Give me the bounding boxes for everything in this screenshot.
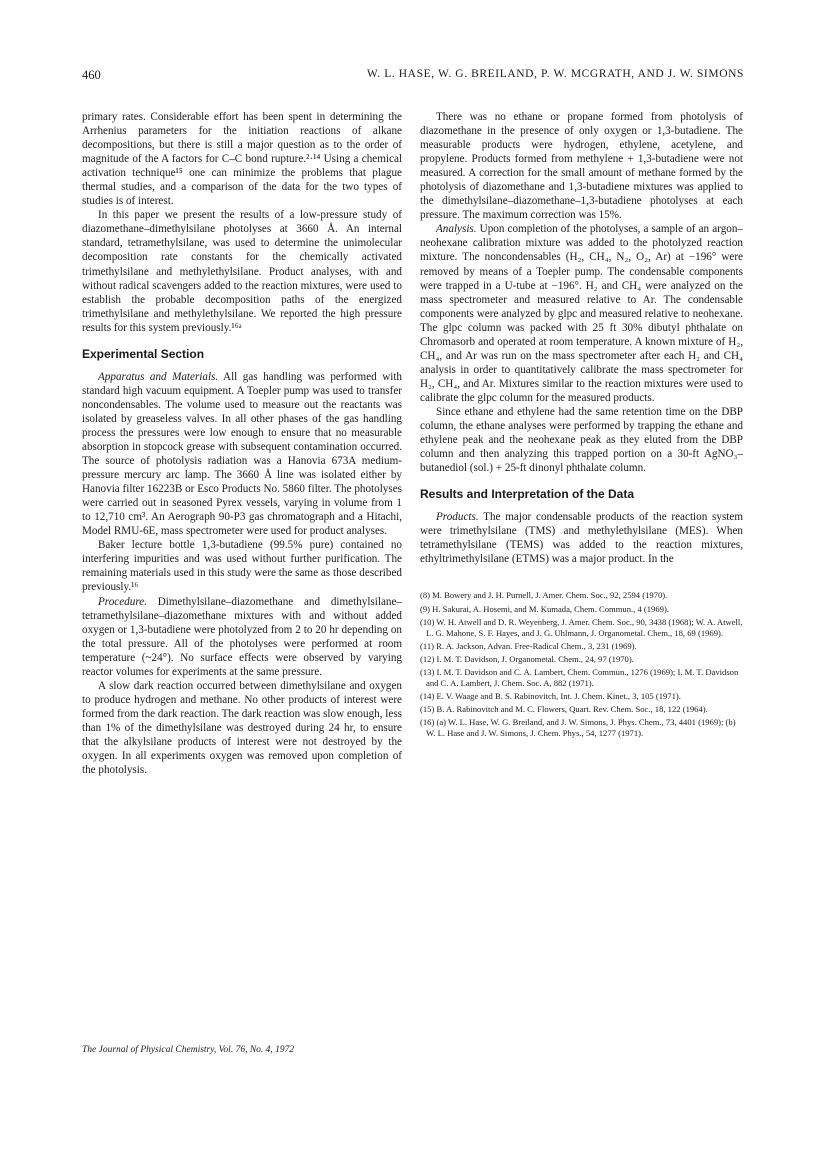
references-list	[420, 590, 743, 739]
right-column	[420, 110, 743, 742]
reference: (13) I. M. T. Davidson and C. A. Lambert, Chem. Commun., 1276 (1969); I. M. T. Davidson and C. A. Lambert, J. Chem. Soc. A, 882 (1971).	[420, 666, 739, 689]
paragraph-analysis	[420, 222, 743, 405]
paragraph-products	[420, 510, 743, 566]
paragraph-label: Products.	[436, 511, 479, 524]
reference: (14) E. V. Waage and B. S. Rabinovitch, Int. J. Chem. Kinet., 3, 105 (1971).	[420, 691, 681, 702]
paragraph: There was no ethane or propane formed from photolysis of diazomethane in the presence of only oxygen or 1,3-butadiene. The measurable products were hydrogen, ethylene, acetylene, and propylene. Products formed from methylene + 1,3-butadiene were not measured. A correction for the small amount of methane formed by the photolysis of diazomethane and 1,3-butadiene mixtures was applied to the dimethylsilane–diazomethane–1,3-butadiene photolyses at each pressure. The maximum correction was 15%.	[420, 111, 743, 222]
reference: (9) H. Sakurai, A. Hosemi, and M. Kumada, Chem. Commun., 4 (1969).	[420, 603, 669, 614]
reference: (10) W. H. Atwell and D. R. Weyenberg, J. Amer. Chem. Soc., 90, 3438 (1968); W. A. Atwell, L. G. Mahone, S. F. Hayes, and J. G. Uhlmann, J. Organometal. Chem., 18, 69 (1969).	[420, 616, 743, 638]
paragraph: Since ethane and ethylene had the same retention time on the DBP column, the ethane analyses were performed by trapping the ethane and ethylene peak and the neohexane peak as they eluted from the DBP column and then analyzing this trapped portion on a 30-ft AgNO₃–butanediol (sol.) + 25-ft dinonyl phthalate column.	[420, 405, 743, 475]
reference: (16) (a) W. L. Hase, W. G. Breiland, and J. W. Simons, J. Phys. Chem., 73, 4401 (1969); (b) W. L. Hase and J. W. Simons, J. Chem. Phys., 54, 1277 (1971).	[420, 717, 736, 739]
paragraph: A slow dark reaction occurred between dimethylsilane and oxygen to produce hydrogen and methane. No other products of interest were formed from the dark reaction. The dark reaction was slow enough, less than 1% of the dimethylsilane was destroyed during 24 hr, to ensure that the alkylsilane products of interest were not destroyed by the oxygen. In all experiments oxygen was removed upon completion of the photolysis.	[82, 679, 402, 777]
paragraph-label: Analysis.	[436, 223, 477, 236]
paragraph-label: Apparatus and Materials.	[98, 370, 219, 383]
left-column	[82, 110, 402, 777]
paragraph-text: Upon completion of the photolyses, a sample of an argon–neohexane calibration mixture was added to the photolyzed reaction mixture. The noncondensables (H₂, CH₄, N₂, O₂, Ar) at −196° were removed by means of a Toepler pump. The condensable components were trapped in a U-tube at −196°. H₂ and CH₄ were analyzed on the mass spectrometer and measured relative to Ar. The condensable components were analyzed by glpc and measured relative to neohexane. The glpc column was packed with 25 ft 30% dibutyl phthalate on Chromasorb and operated at room temperature. A known mixture of H₂, CH₄, and Ar was run on the mass spectrometer after each H₂ and CH₄ analysis in order to quantitatively calibrate the mass spectrometer for H₂, CH₄, and Ar. Mixtures similar to the reaction mixtures were used to calibrate the glpc column for the measured products.	[420, 223, 743, 404]
section-heading-results: Results and Interpretation of the Data	[420, 487, 635, 502]
paragraph: primary rates. Considerable effort has been spent in determining the Arrhenius parameters for the initiation reactions of alkane decompositions, but there is still a major question as to the order of magnitude of the A factors for C–C bond rupture.²·¹⁴ Using a chemical activation technique¹⁵ one can minimize the problems that plague thermal studies, and a comparison of the data for the two types of studies is of interest.	[82, 111, 402, 208]
paragraph-label: Procedure.	[98, 595, 147, 608]
paragraph: In this paper we present the results of a low-pressure study of diazomethane–dimethylsilane photolyses at 3660 Å. An internal standard, tetramethylsilane, was used to determine the unimolecular decomposition rate constants for the chemically activated trimethylsilane and methylethylsilane. Product analyses, with and without radical scavengers added to the reaction mixtures, were used to establish the probable decomposition paths of the energized trimethylsilane and methylethylsilane. We reported the high pressure results for this system previously.¹⁶ᵃ	[82, 209, 402, 334]
page-header	[82, 68, 744, 88]
reference: (12) I. M. T. Davidson, J. Organometal. Chem., 24, 97 (1970).	[420, 653, 634, 664]
paragraph-text: Dimethylsilane–diazomethane and dimethylsilane–tetramethylsilane–diazomethane mixtures with and without added oxygen or 1,3-butadiene were photolyzed from 2 to 20 hr depending on the total pressure. All of the photolyses were performed at room temperature (~24°). No surface effects were observed by varying reactor volumes for experiments at the same pressure.	[82, 595, 402, 678]
paragraph-apparatus	[82, 370, 402, 539]
section-heading-experimental: Experimental Section	[82, 346, 205, 361]
running-head-authors: W. L. HASE, W. G. BREILAND, P. W. MCGRATH, AND J. W. SIMONS	[366, 68, 744, 80]
paragraph-text: The major condensable products of the reaction system were trimethylsilane (TMS) and methylethylsilane (MES). When tetramethylsilane (TEMS) was added to the reaction mixtures, ethyltrimethylsilane (ETMS) was a major product. In the	[420, 511, 743, 566]
reference: (8) M. Bowery and J. H. Purnell, J. Amer. Chem. Soc., 92, 2594 (1970).	[420, 590, 668, 601]
paragraph: Baker lecture bottle 1,3-butadiene (99.5% pure) contained no interfering impurities and was used without further purification. The remaining materials used in this study were the same as those described previously.¹⁶	[82, 539, 402, 594]
reference: (15) B. A. Rabinovitch and M. C. Flowers, Quart. Rev. Chem. Soc., 18, 122 (1964).	[420, 704, 708, 715]
paragraph-text: All gas handling was performed with standard high vacuum equipment. A Toepler pump was used to transfer noncondensables. The volume used to measure out the reactants was isolated by greaseless valves. In all other phases of the gas handling process the pressures were low enough to ensure that no measurable absorption in stopcock grease with subsequent contamination occurred. The source of photolysis radiation was a Hanovia 673A medium-pressure mercury arc lamp. The 3660 Å line was isolated either by Hanovia filter 16223B or Esco Products No. 5860 filter. The photolyses were carried out in seasoned Pyrex vessels, varying in volume from 1 to 12,710 cm³. An Aerograph 90-P3 gas chromatograph and a Hitachi, Model RMU-6E, mass spectrometer were used for product analyses.	[82, 370, 402, 538]
journal-footer: The Journal of Physical Chemistry, Vol. 76, No. 4, 1972	[82, 1045, 295, 1055]
paragraph-procedure	[82, 595, 402, 679]
reference: (11) R. A. Jackson, Advan. Free-Radical Chem., 3, 231 (1969).	[420, 640, 637, 651]
page-number: 460	[82, 68, 101, 82]
